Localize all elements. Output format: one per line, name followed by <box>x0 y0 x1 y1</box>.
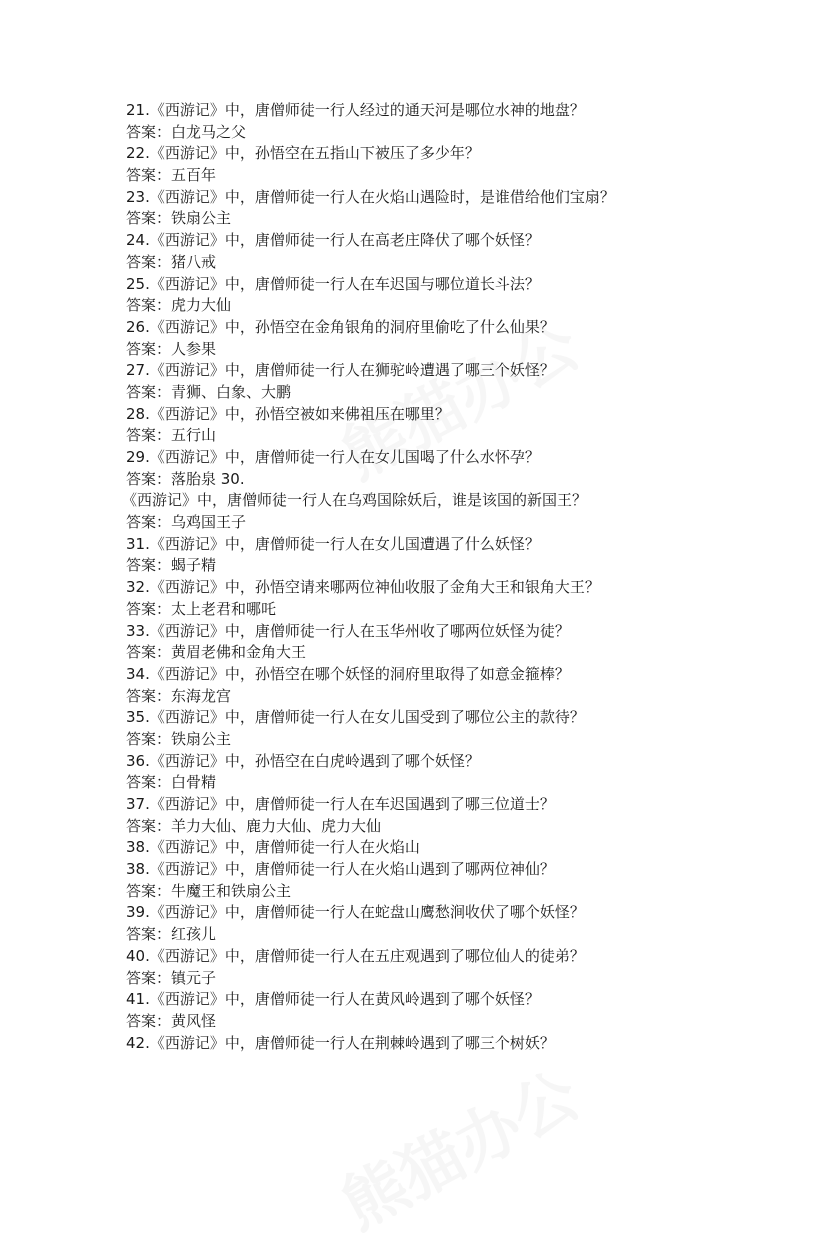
answer-line: 答案：羊力大仙、鹿力大仙、虎力大仙 <box>126 816 382 835</box>
answer-line: 答案：红孩儿 <box>126 925 217 944</box>
answer-line: 答案：白骨精 <box>126 773 217 792</box>
question-line: 40.《西游记》中，唐僧师徒一行人在五庄观遇到了哪位仙人的徒弟？ <box>126 946 585 965</box>
answer-line: 答案：五行山 <box>126 426 217 445</box>
question-line: 32.《西游记》中，孙悟空请来哪两位神仙收服了金角大王和银角大王？ <box>126 578 600 597</box>
answer-line: 答案：人参果 <box>126 339 217 358</box>
question-line: 35.《西游记》中，唐僧师徒一行人在女儿国受到了哪位公主的款待？ <box>126 708 585 727</box>
question-line: 23.《西游记》中，唐僧师徒一行人在火焰山遇险时，是谁借给他们宝扇？ <box>126 187 615 206</box>
watermark-bottom-text <box>323 1045 592 1246</box>
question-line: 38.《西游记》中，唐僧师徒一行人在火焰山 <box>126 838 420 857</box>
answer-line: 答案：铁扇公主 <box>126 729 232 748</box>
answer-line: 答案：牛魔王和铁扇公主 <box>126 881 292 900</box>
answer-line: 答案：东海龙宫 <box>126 686 232 705</box>
question-line: 41.《西游记》中，唐僧师徒一行人在黄风岭遇到了哪个妖怪？ <box>126 990 540 1009</box>
question-line: 21.《西游记》中，唐僧师徒一行人经过的通天河是哪位水神的地盘？ <box>126 101 585 119</box>
question-line: 27.《西游记》中，唐僧师徒一行人在狮驼岭遭遇了哪三个妖怪？ <box>126 361 555 380</box>
question-line: 38.《西游记》中，唐僧师徒一行人在火焰山遇到了哪两位神仙？ <box>126 860 555 879</box>
question-line: 36.《西游记》中，孙悟空在白虎岭遇到了哪个妖怪？ <box>126 751 480 770</box>
question-line: 34.《西游记》中，孙悟空在哪个妖怪的洞府里取得了如意金箍棒？ <box>126 664 570 683</box>
answer-line: 答案：黄眉老佛和金角大王 <box>126 643 307 662</box>
answer-line: 答案：铁扇公主 <box>126 209 232 228</box>
watermark-bottom <box>330 1080 590 1174</box>
answer-line: 答案：五百年 <box>126 166 217 185</box>
answer-line: 答案：虎力大仙 <box>126 296 232 315</box>
question-line: 22.《西游记》中，孙悟空在五指山下被压了多少年？ <box>126 144 480 163</box>
answer-line: 答案：猪八戒 <box>126 252 217 271</box>
question-line: 24.《西游记》中，唐僧师徒一行人在高老庄降伏了哪个妖怪？ <box>126 231 540 250</box>
answer-line: 答案：白龙马之父 <box>126 122 247 141</box>
question-line: 29.《西游记》中，唐僧师徒一行人在女儿国喝了什么水怀孕？ <box>126 448 540 466</box>
question-line: 31.《西游记》中，唐僧师徒一行人在女儿国遭遇了什么妖怪？ <box>126 534 540 553</box>
question-line: 33.《西游记》中，唐僧师徒一行人在玉华州收了哪两位妖怪为徒？ <box>126 621 570 640</box>
question-line: 《西游记》中，唐僧师徒一行人在乌鸡国除妖后，谁是该国的新国王？ <box>122 491 588 510</box>
answer-line: 答案：乌鸡国王子 <box>126 513 247 532</box>
answer-line: 答案：太上老君和哪吒 <box>126 599 277 618</box>
question-line: 37.《西游记》中，唐僧师徒一行人在车迟国遇到了哪三位道士？ <box>126 795 555 813</box>
question-line: 25.《西游记》中，唐僧师徒一行人在车迟国与哪位道长斗法？ <box>126 274 540 293</box>
question-line: 39.《西游记》中，唐僧师徒一行人在蛇盘山鹰愁涧收伏了哪个妖怪？ <box>126 903 585 922</box>
question-line: 26.《西游记》中，孙悟空在金角银角的洞府里偷吃了什么仙果？ <box>126 317 555 336</box>
answer-line: 答案：黄风怪 <box>126 1011 217 1030</box>
answer-line: 答案：蝎子精 <box>126 556 217 575</box>
answer-line: 答案：落胎泉 30. <box>126 469 245 488</box>
qa-list <box>122 100 766 1054</box>
answer-line: 答案：镇元子 <box>126 968 217 987</box>
question-line: 28.《西游记》中，孙悟空被如来佛祖压在哪里？ <box>126 404 450 423</box>
question-line: 42.《西游记》中，唐僧师徒一行人在荆棘岭遇到了哪三个树妖？ <box>126 1033 555 1052</box>
answer-line: 答案：青狮、白象、大鹏 <box>126 382 292 401</box>
